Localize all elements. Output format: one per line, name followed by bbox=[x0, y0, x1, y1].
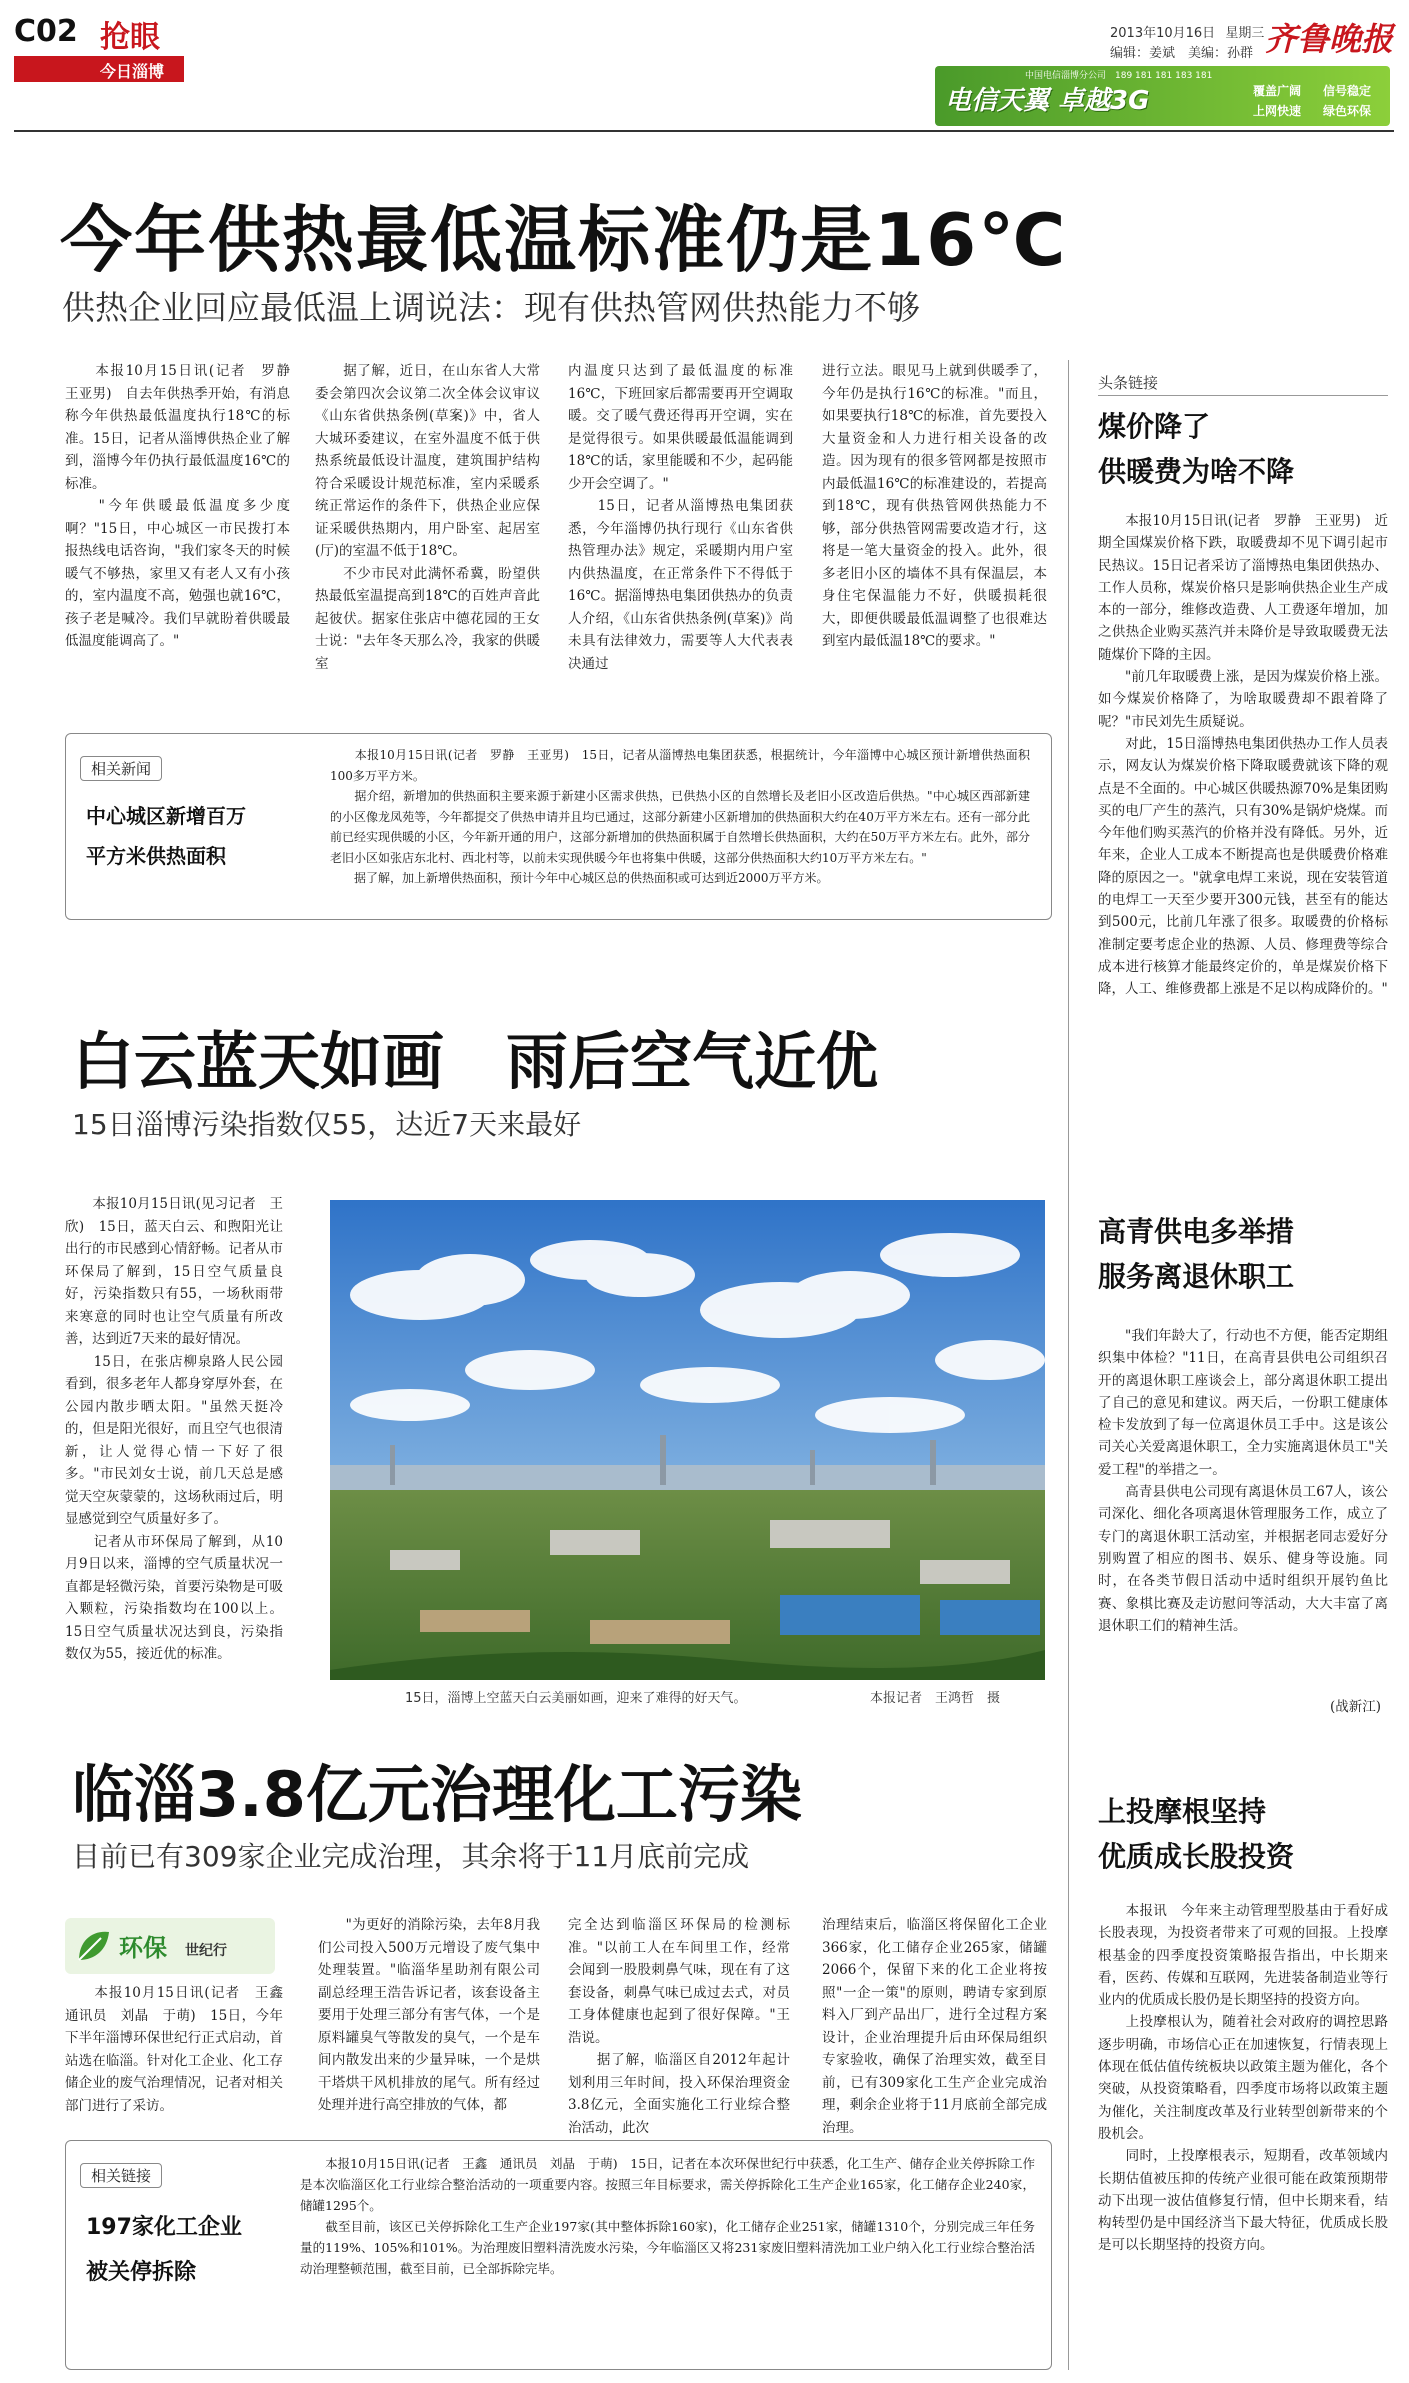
story3-col2: "为更好的消除污染，去年8月我们公司投入500万元增设了废气集中处理装置。"临淄华星助剂有限公司副总经理王浩告诉记者，该套设备主要用于处理三部分有害气体，一个是原料罐臭气等散发的臭气，一个是车间内散发出来的少量异味，一个是烘干塔烘干风机排放的尾气。所有经过处理并进行高空排放的气体，都 bbox=[318, 1917, 540, 2113]
related-news-title-1: 中心城区新增百万 bbox=[86, 804, 246, 828]
ad-tagline: 电信天翼 卓越3G bbox=[945, 86, 1150, 116]
story1-col1: 本报10月15日讯(记者 罗静 王亚男) 自去年供热季开始，有消息称今年供热最低温度执行18℃的标准。15日，记者从淄博供热企业了解到，淄博今年仍执行最低温度16℃的标准。 "今年供暖最低温度多少度啊？"15日，中心城区一市民拨打本报热线电话咨询，"我们家冬天的时候暖气不够热，家里又有老人又有小孩的，室内温度不高，勉强也就16℃，孩子老是喊冷。我们早就盼着供暖最低温度能调高了。" bbox=[65, 363, 290, 649]
header-date bbox=[1110, 22, 1264, 41]
story2-photo bbox=[330, 1200, 1045, 1680]
page-header bbox=[0, 0, 1409, 130]
header-rule bbox=[14, 130, 1394, 132]
sidebar2-headline-1: 高青供电多举措 bbox=[1098, 1215, 1295, 1248]
date-text: 2013年10月16日 bbox=[1110, 26, 1216, 41]
ad-top-text: 中国电信淄博分公司 189 181 181 183 181 bbox=[1025, 71, 1213, 81]
sidebar2-text: "我们年龄大了，行动也不方便，能否定期组织集中体检？"11日，在高青县供电公司组织召开的离退休职工座谈会上，部分离退休职工提出了自己的意见和建议。两天后，一份职工健康体检卡发放到了每一位离退休员工手中。这是该公司关心关爱离退休职工，全力实施离退休员工"关爱工程"的举措之一。 高青县供电公司现有离退休员工67人，该公司深化、细化各项离退休管理服务工作，成立了专门的离退休职工活动室，并根据老同志爱好分别购置了相应的图书、娱乐、健身等设施。同时，在各类节假日活动中适时组织开展钓鱼比赛、象棋比赛及走访慰问等活动，大大丰富了离退休职工们的精神生活。 bbox=[1098, 1328, 1388, 1634]
ad-feature-2: 信号稳定 bbox=[1323, 84, 1372, 98]
ad-feature-3: 上网快速 bbox=[1253, 104, 1302, 118]
story3-col3: 完全达到临淄区环保局的检测标准。"以前工人在车间里工作，经常会闻到一股股刺鼻气味，现在有了这套设备，刺鼻气味已成过去式，对员工身体健康也起到了很好保障。"王浩说。 据了解，临淄区自2012年起计划利用三年时间，投入环保治理资金3.8亿元，全面实施化工行业综合整治活动，此次 bbox=[568, 1917, 790, 2136]
masthead-logo: 齐鲁晚报 bbox=[1265, 20, 1394, 58]
ad-feature-1: 覆盖广阔 bbox=[1253, 84, 1302, 98]
related-link-tag: 相关链接 bbox=[80, 2163, 162, 2188]
story3-subhead: 目前已有309家企业完成治理，其余将于11月底前完成 bbox=[72, 1840, 750, 1873]
related-link-text: 本报10月15日讯(记者 王鑫 通讯员 刘晶 于萌) 15日，记者在本次环保世纪行中获悉，化工生产、储存企业关停拆除工作是本次临淄区化工行业综合整治活动的一项重要内容。按照三年目标要求，需关停拆除化工生产企业165家，化工储存企业240家，储罐1295个。 截至目前，该区已关停拆除化工生产企业197家(其中整体拆除160家)，化工储存企业251家，储罐1310个，分别完成三年任务量的119%、105%和101%。为治理废旧塑料清洗废水污染，今年临淄区又将231家废旧塑料清洗加工业户纳入化工行业综合整治活动治理整顿范围，截至目前，已全部拆除完毕。 bbox=[300, 2156, 1035, 2276]
telecom-ad bbox=[935, 66, 1390, 126]
leaf-icon bbox=[73, 1926, 113, 1966]
related-link-title-2: 被关停拆除 bbox=[86, 2260, 197, 2285]
subsection-title: 今日淄博 bbox=[100, 62, 165, 81]
environment-logo bbox=[65, 1918, 275, 1974]
sidebar2-headline-2: 服务离退休职工 bbox=[1098, 1260, 1295, 1293]
sidebar1-tag: 头条链接 bbox=[1098, 374, 1159, 392]
sidebar-divider bbox=[1068, 360, 1069, 2370]
story2-subhead: 15日淄博污染指数仅55，达近7天来最好 bbox=[72, 1108, 582, 1141]
sidebar1-tag-rule bbox=[1098, 395, 1388, 396]
page-code: C02 bbox=[14, 14, 78, 49]
ad-feature-4: 绿色环保 bbox=[1323, 104, 1372, 118]
related-news-text: 本报10月15日讯(记者 罗静 王亚男) 15日，记者从淄博热电集团获悉，根据统计，今年淄博中心城区预计新增供热面积100多万平方米。 据介绍，新增加的供热面积主要来源于新建小区需求供热，已供热小区的自然增长及老旧小区改造后供热。"中心城区西部新建的小区像龙凤苑等，今年都提交了供热申请并且均已通过，这部分新建小区新增加的供热面积大约在40万平方米左右。还有一部分此前已经实现供暖的小区，今年新开通的用户，这部分新增加的供热面积属于自然增长供热面积，大约在50万平方米左右。此外，部分老旧小区如张店东北村、西北村等，以前未实现供暖今年也将集中供暖，这部分供热面积大约10万平方米左右。" 据了解，加上新增供热面积，预计今年中心城区总的供热面积或可达到近2000万平方米。 bbox=[330, 748, 1030, 885]
story1-col3: 内温度只达到了最低温度的标准16℃，下班回家后都需要再开空调取暖。交了暖气费还得再开空调，实在是觉得很亏。如果供暖最低温能调到18℃的话，家里能暖和不少，起码能少开会空调了。" 15日，记者从淄博热电集团获悉，今年淄博仍执行现行《山东省供热管理办法》规定，采暖期内用户室内供热温度，在正常条件下不得低于16℃。据淄博热电集团供热办的负责人介绍，《山东省供热条例(草案)》尚未具有法律效力，需要等人大代表表决通过 bbox=[568, 363, 793, 672]
sidebar3-headline-2: 优质成长股投资 bbox=[1098, 1840, 1295, 1873]
logo-text: 环保 bbox=[119, 1934, 167, 1962]
sidebar1-headline-2: 供暖费为啥不降 bbox=[1098, 455, 1295, 488]
story1-headline: 今年供热最低温标准仍是16℃ bbox=[60, 198, 1068, 282]
story3-headline: 临淄3.8亿元治理化工污染 bbox=[72, 1758, 802, 1831]
sidebar1-text: 本报10月15日讯(记者 罗静 王亚男) 近期全国煤炭价格下跌，取暖费却不见下调引起市民热议。15日记者采访了淄博热电集团供热办、工作人员称，煤炭价格只是影响供热企业生产成本的一部分，维修改造费、人工费逐年增加，加之供热企业购买蒸汽并未降价是导致取暖费无法随煤价下降的主因。 "前几年取暖费上涨，是因为煤炭价格上涨。如今煤炭价格降了，为啥取暖费却不跟着降了呢？"市民刘先生质疑说。 对此，15日淄博热电集团供热办工作人员表示，网友认为煤炭价格下降取暖费就该下降的观点是不全面的。中心城区供暖热源70%是集团购买的电厂产生的蒸汽，只有30%是锅炉烧煤。而今年他们购买蒸汽的价格并没有降低。另外，近年来，企业人工成本不断提高也是供暖费价格难降的原因之一。"就拿电焊工来说，现在安装管道的电焊工一天至少要开300元钱，甚至有的能达到500元，比前几年涨了很多。取暖费的价格标准制定要考虑企业的热源、人员、修理费等综合成本进行核算才能最终定价的，单是煤炭价格下降，人工、维修费都上涨是不足以构成降价的。" bbox=[1098, 513, 1388, 998]
story1-subhead: 供热企业回应最低温上调说法：现有供热管网供热能力不够 bbox=[62, 288, 920, 327]
sidebar3-headline-1: 上投摩根坚持 bbox=[1098, 1795, 1267, 1828]
related-link-title-1: 197家化工企业 bbox=[86, 2215, 242, 2240]
landscape-photo bbox=[330, 1200, 1045, 1680]
section-title: 抢眼 bbox=[100, 20, 160, 55]
sidebar3-text: 本报讯 今年来主动管理型股基由于看好成长股表现，为投资者带来了可观的回报。上投摩根基金的四季度投资策略报告指出，中长期来看，医药、传媒和互联网，先进装备制造业等行业内的优质成长股仍是长期坚持的投资方向。 上投摩根认为，随着社会对政府的调控思路逐步明确，市场信心正在加速恢复，行情表现上体现在低估值传统板块以政策主题为催化，各个突破，从投资策略看，四季度市场将以政策主题为催化，关注制度改革及行业转型创新带来的个股机会。 同时，上投摩根表示，短期看，改革领域内长期估值被压抑的传统产业很可能在政策预期带动下出现一波估值修复行情，但中长期来看，结构转型仍是中国经济当下最大特征，优质成长股是可以长期坚持的投资方向。 bbox=[1098, 1903, 1388, 2254]
sidebar1-headline-1: 煤价降了 bbox=[1098, 410, 1211, 443]
story3-col1: 本报10月15日讯(记者 王鑫 通讯员 刘晶 于萌) 15日，今年下半年淄博环保世纪行正式启动，首站选在临淄。针对化工企业、化工存储企业的废气治理情况，记者对相关部门进行了采访。 bbox=[65, 1985, 297, 2114]
story3-col4: 治理结束后，临淄区将保留化工企业366家，化工储存企业265家，储罐2066个，保留下来的化工企业将按照"一企一策"的原则，聘请专家到原料入厂到产品出厂，进行全过程方案设计，企业治理提升后由环保局组织专家验收，确保了治理实效，截至目前，已有309家化工生产企业完成治理，剩余企业将于11月底前全部完成治理。 bbox=[822, 1917, 1047, 2136]
sidebar2-byline: (战新江) bbox=[1330, 1699, 1382, 1715]
photo-credit: 本报记者 王鸿哲 摄 bbox=[870, 1691, 1001, 1706]
story1-col4: 进行立法。眼见马上就到供暖季了，今年仍是执行16℃的标准。"而且，如果要执行18℃的标准，首先要投入大量资金和人力进行相关设备的改造。因为现有的很多管网都是按照市内最低温16℃的标准建设的，若提高到18℃，现有供热管网供热能力不够，部分供热管网需要改造才行，这将是一笔大量资金的投入。此外，很多老旧小区的墙体不具有保温层，本身住宅保温能力不好，供暖损耗很大，即便供暖最低温调整了也很难达到室内最低温18℃的要求。" bbox=[822, 363, 1047, 649]
weekday-text: 星期三 bbox=[1225, 26, 1265, 41]
photo-caption: 15日，淄博上空蓝天白云美丽如画，迎来了难得的好天气。 bbox=[405, 1691, 747, 1706]
logo-subtext: 世纪行 bbox=[185, 1943, 227, 1959]
story1-col2: 据了解，近日，在山东省人大常委会第四次会议第二次全体会议审议《山东省供热条例(草案)》中，省人大城环委建议，在室外温度不低于供热系统最低设计温度，建筑围护结构符合采暖设计规范标准，室内采暖系统正常运作的条件下，供热企业应保证采暖供热期内，用户卧室、起居室(厅)的室温不低于18℃。 不少市民对此满怀希冀，盼望供热最低室温提高到18℃的百姓声音此起彼伏。据家住张店中德花园的王女士说："去年冬天那么冷，我家的供暖室 bbox=[315, 363, 540, 672]
story2-text: 本报10月15日讯(见习记者 王欣) 15日，蓝天白云、和煦阳光让出行的市民感到心情舒畅。记者从市环保局了解到，15日空气质量良好，污染指数只有55，一场秋雨带来寒意的同时也让空气质量有所改善，达到近7天来的最好情况。 15日，在张店柳泉路人民公园看到，很多老年人都身穿厚外套，在公园内散步晒太阳。"虽然天挺冷的，但是阳光很好，而且空气也很清新，让人觉得心情一下好了很多。"市民刘女士说，前几天总是感觉天空灰蒙蒙的，这场秋雨过后，明显感觉到空气质量好多了。 记者从市环保局了解到，从10月9日以来，淄博的空气质量状况一直都是轻微污染，首要污染物是可吸入颗粒，污染指数均在100以上。15日空气质量状况达到良，污染指数仅为55，接近优的标准。 bbox=[65, 1196, 283, 1662]
header-editors: 编辑：姜斌 美编：孙群 bbox=[1110, 46, 1254, 61]
story2-headline: 白云蓝天如画 雨后空气近优 bbox=[72, 1025, 879, 1098]
related-news-tag: 相关新闻 bbox=[80, 756, 162, 781]
related-news-title-2: 平方米供热面积 bbox=[86, 844, 226, 868]
